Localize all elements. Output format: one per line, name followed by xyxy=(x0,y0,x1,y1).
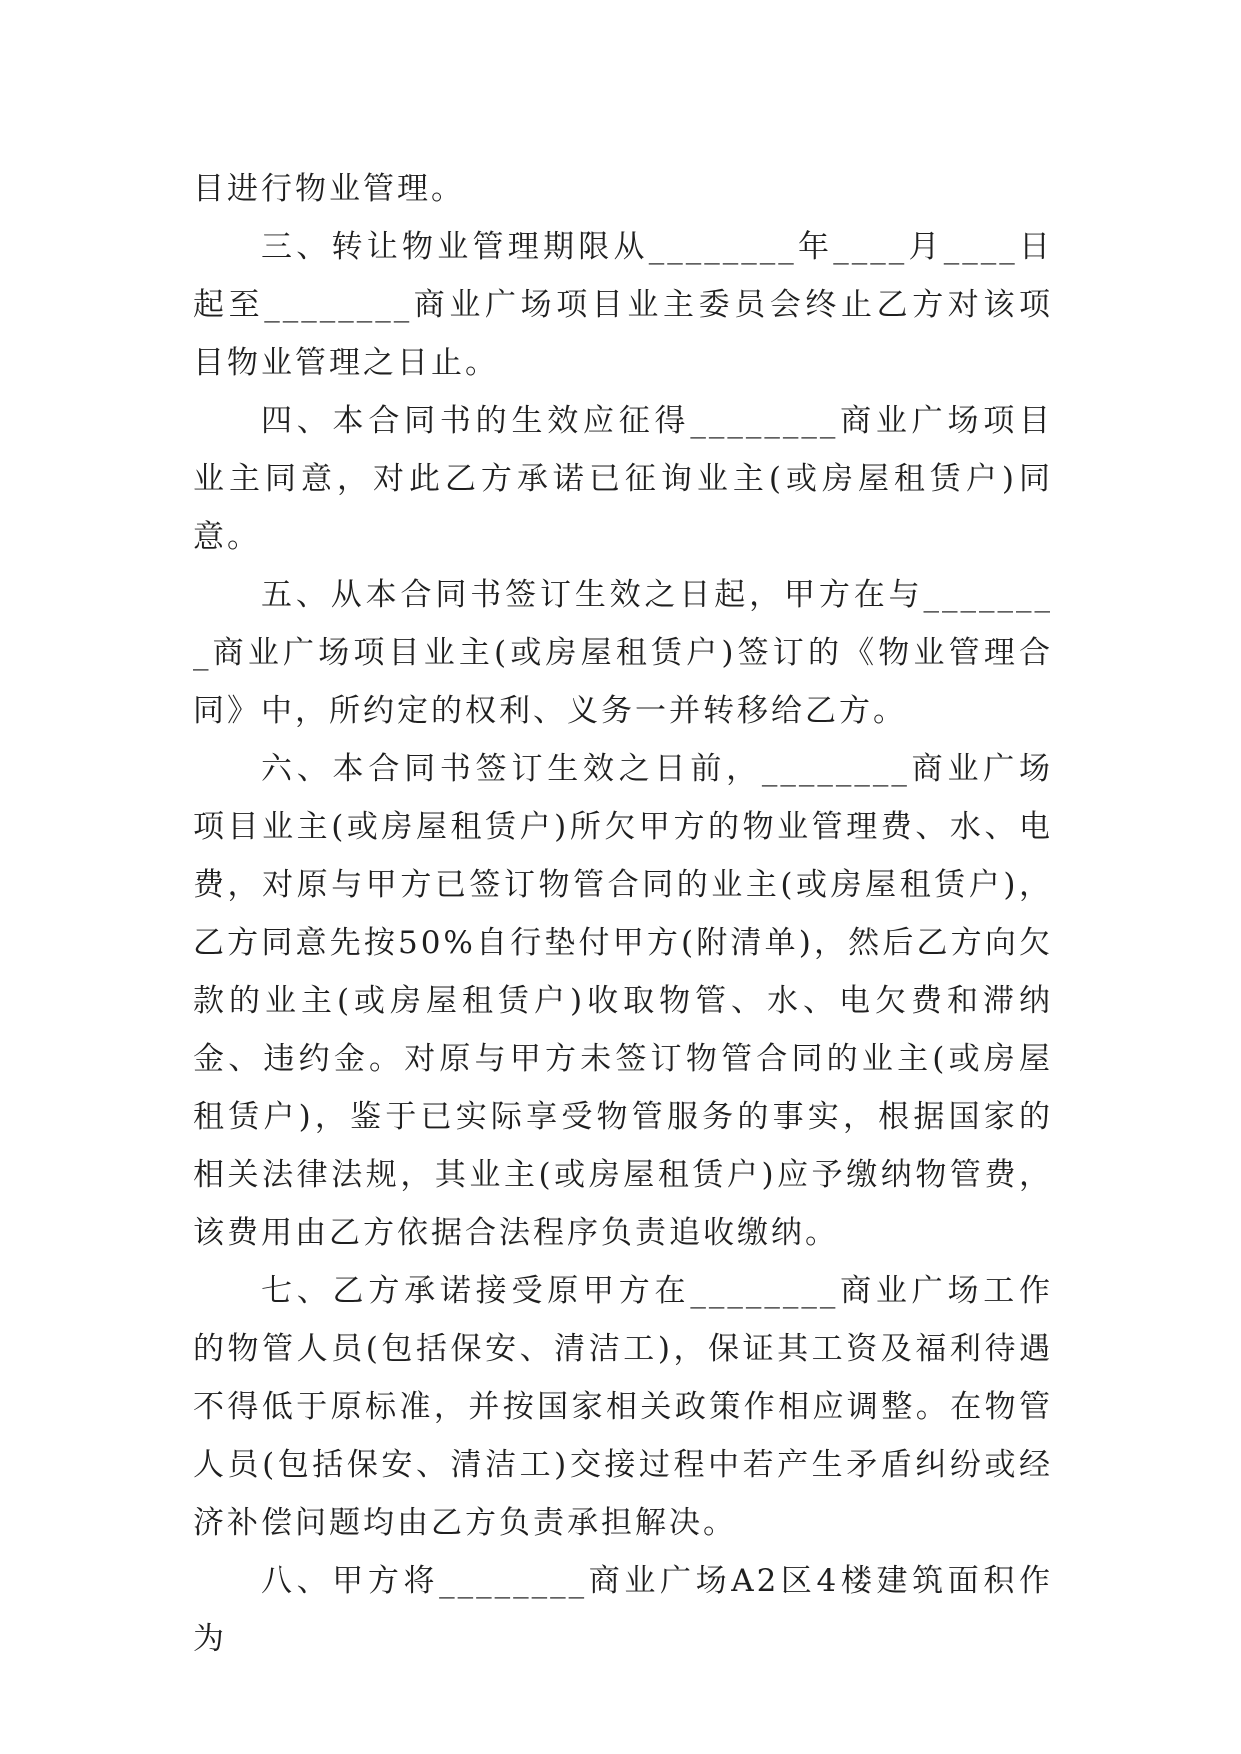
paragraph-clause-4: 四、本合同书的生效应征得________商业广场项目业主同意，对此乙方承诺已征询业主(或房屋租赁户)同意。 xyxy=(193,403,1053,555)
paragraph-continuation: 目进行物业管理。 xyxy=(193,171,465,207)
paragraph-clause-6: 六、本合同书签订生效之日前，________商业广场项目业主(或房屋租赁户)所欠甲方的物业管理费、水、电费，对原与甲方已签订物管合同的业主(或房屋租赁户)，乙方同意先按50%自行垫付甲方(附清单)，然后乙方向欠款的业主(或房屋租赁户)收取物管、水、电欠费和滞纳金、违约金。对原与甲方未签订物管合同的业主(或房屋租赁户)，鉴于已实际享受物管服务的事实，根据国家的相关法律法规，其业主(或房屋租赁户)应予缴纳物管费，该费用由乙方依据合法程序负责追收缴纳。 xyxy=(193,751,1053,1251)
document-body xyxy=(193,160,1053,1668)
paragraph-clause-3: 三、转让物业管理期限从________年____月____日起至________商业广场项目业主委员会终止乙方对该项目物业管理之日止。 xyxy=(193,229,1053,381)
paragraph-clause-8: 八、甲方将________商业广场A2区4楼建筑面积作为 xyxy=(193,1563,1053,1657)
paragraph-clause-5: 五、从本合同书签订生效之日起，甲方在与________商业广场项目业主(或房屋租赁户)签订的《物业管理合同》中，所约定的权利、义务一并转移给乙方。 xyxy=(193,577,1053,729)
paragraph-clause-7: 七、乙方承诺接受原甲方在________商业广场工作的物管人员(包括保安、清洁工)，保证其工资及福利待遇不得低于原标准，并按国家相关政策作相应调整。在物管人员(包括保安、清洁工)交接过程中若产生矛盾纠纷或经济补偿问题均由乙方负责承担解决。 xyxy=(193,1273,1053,1541)
